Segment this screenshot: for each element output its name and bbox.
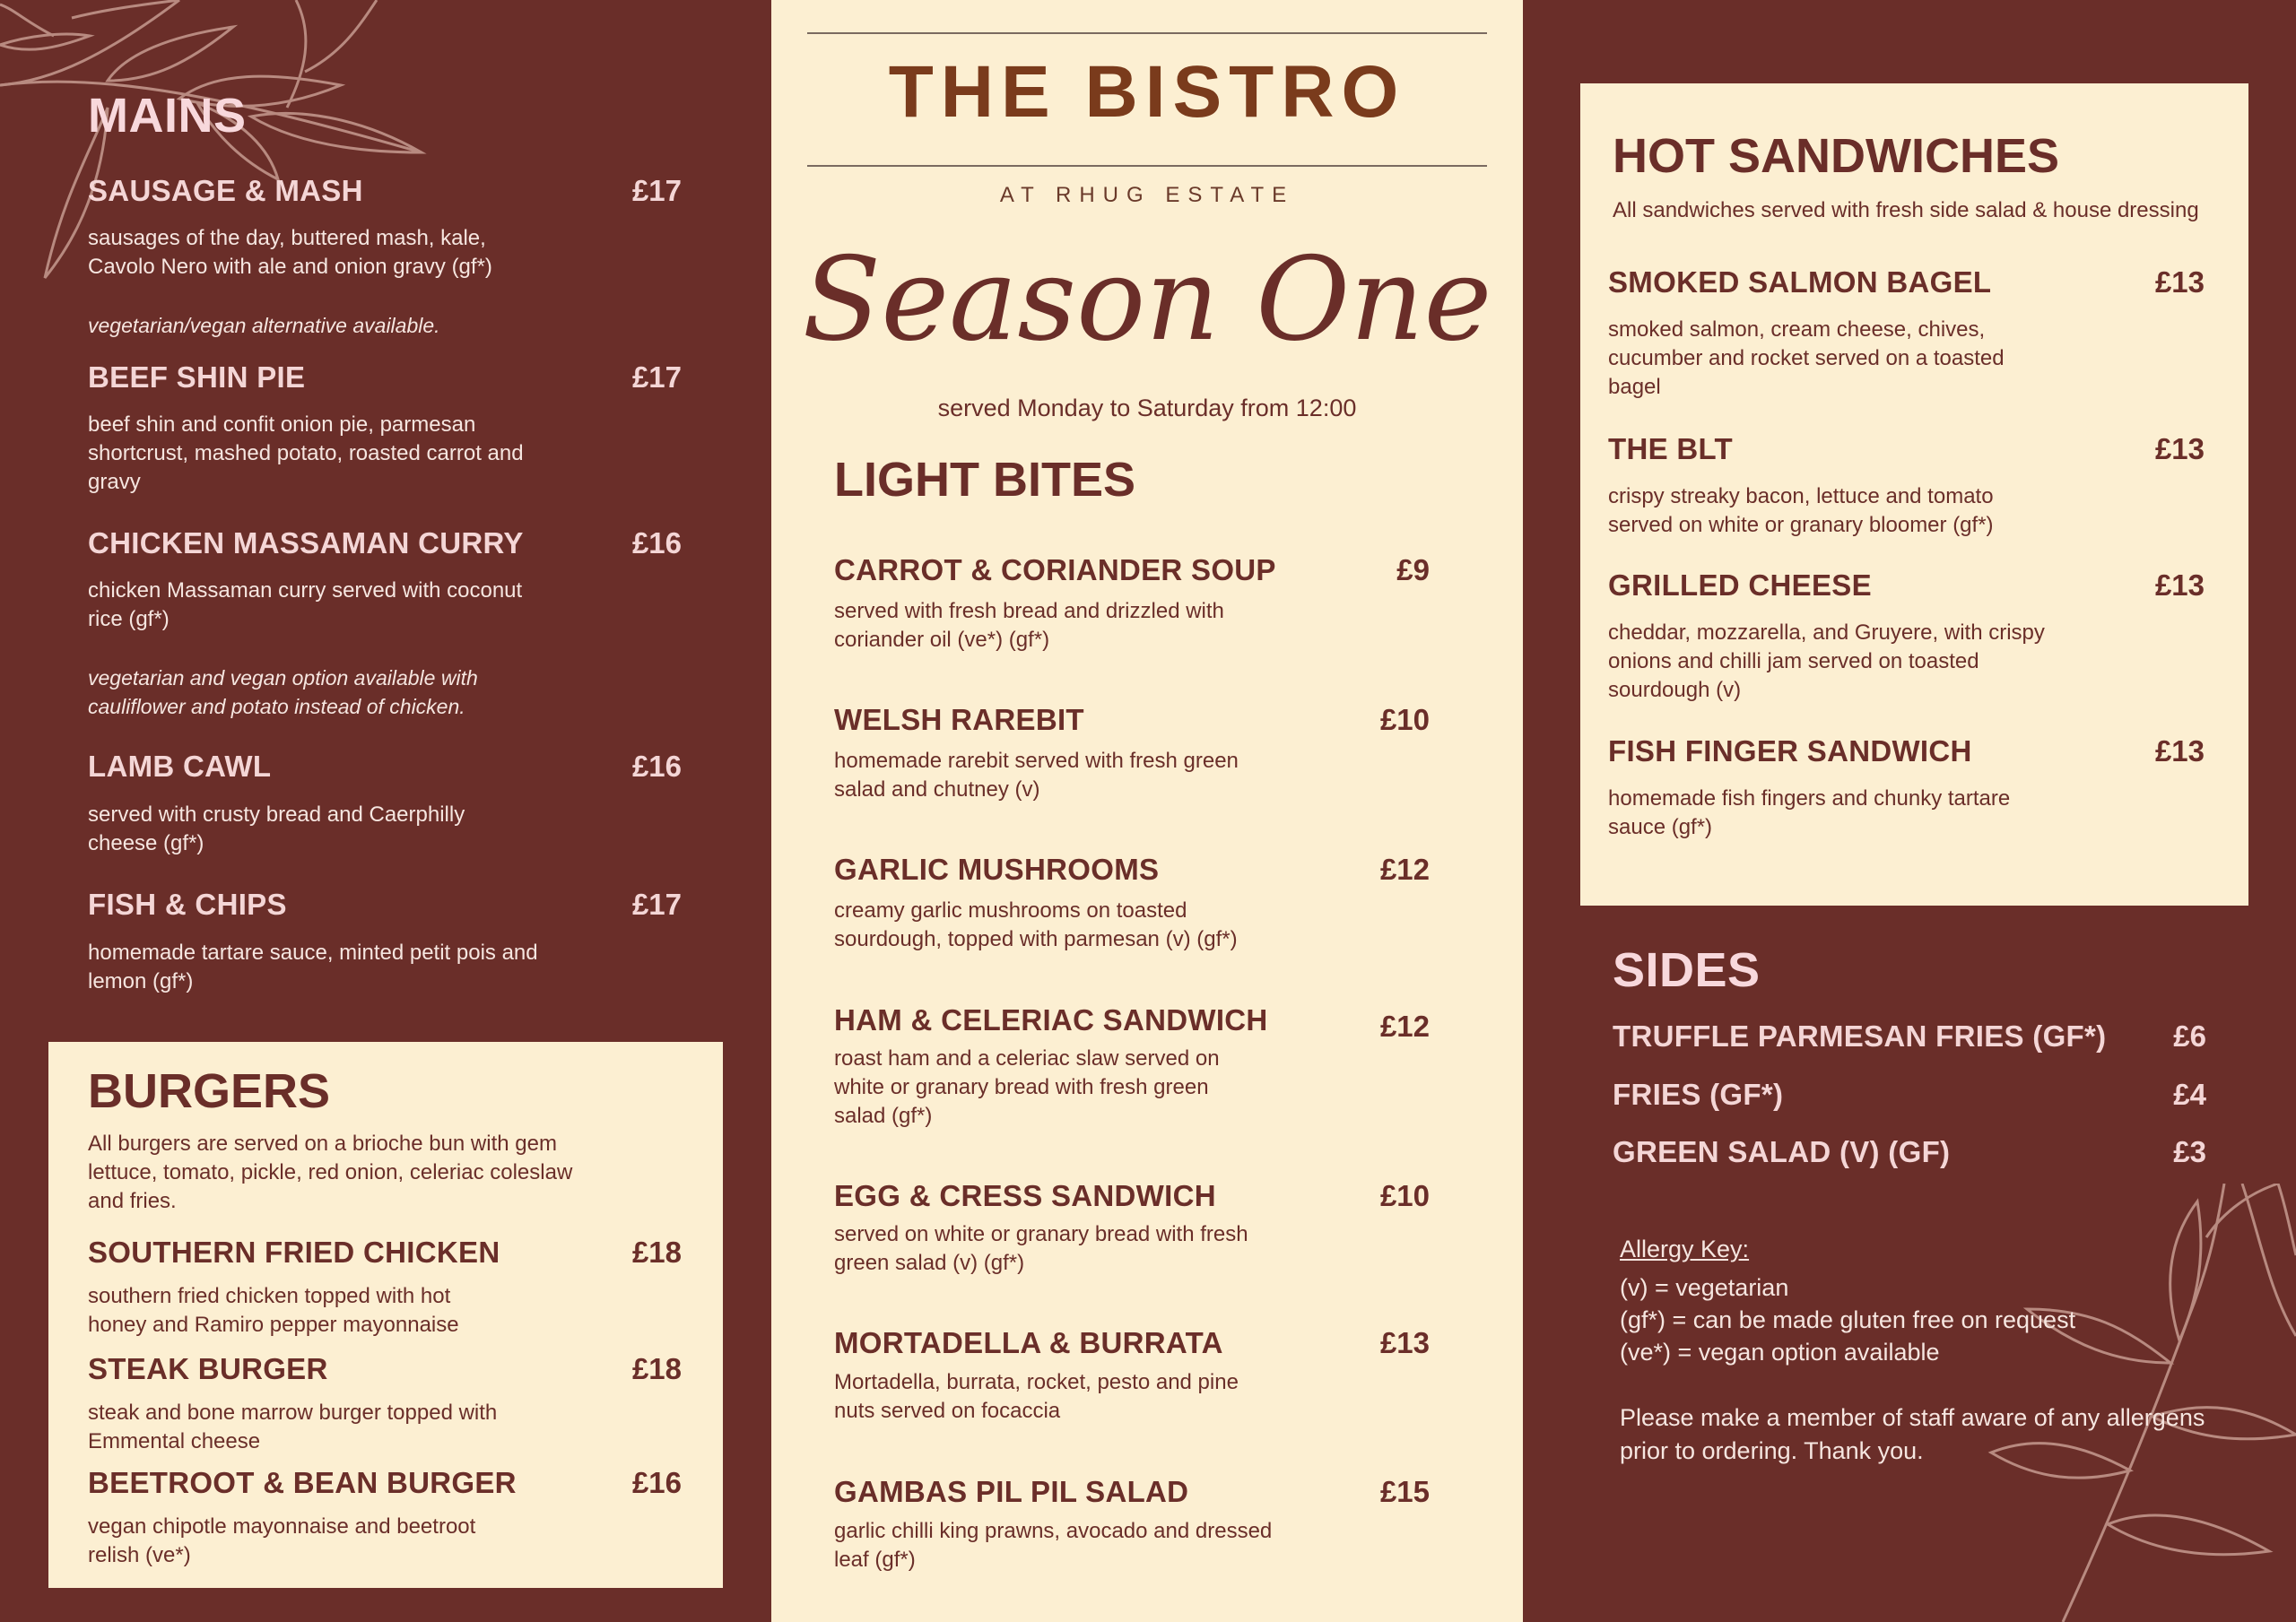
item-description: served on white or granary bread with fresh green salad (v) (gf*) xyxy=(834,1222,1248,1275)
item-price: £16 xyxy=(631,750,682,783)
allergy-key-heading: Allergy Key: xyxy=(1620,1236,1750,1262)
item-name: MORTADELLA & BURRATA xyxy=(834,1326,1223,1359)
season-script-title: Season One xyxy=(802,233,1492,367)
item-description: vegan chipotle mayonnaise and beetroot relish (ve*) xyxy=(88,1514,476,1567)
side-item-name: GREEN SALAD (V) (GF) xyxy=(1613,1135,1951,1168)
item-description: steak and bone marrow burger topped with Emmental cheese xyxy=(88,1401,498,1453)
item-name: WELSH RAREBIT xyxy=(834,703,1084,736)
item-price: £15 xyxy=(1379,1475,1430,1508)
item-price: £18 xyxy=(631,1236,682,1269)
item-price: £18 xyxy=(631,1352,682,1385)
hot-sandwiches-intro: All sandwiches served with fresh side salad & house dressing xyxy=(1613,198,2199,222)
header-rule-bottom xyxy=(807,165,1487,167)
side-item-name: TRUFFLE PARMESAN FRIES (GF*) xyxy=(1613,1019,2107,1053)
burgers-intro: All burgers are served on a brioche bun with gem lettuce, tomato, pickle, red onion, celeriac coleslaw and fries. xyxy=(88,1132,573,1213)
allergy-line: (v) = vegetarian xyxy=(1620,1274,1789,1301)
item-name: BEEF SHIN PIE xyxy=(88,360,306,394)
item-price: £16 xyxy=(631,526,682,559)
item-note: vegetarian and vegan option available with cauliflower and potato instead of chicken. xyxy=(88,666,478,718)
allergy-line: (gf*) = can be made gluten free on request xyxy=(1620,1306,2076,1333)
item-name: SMOKED SALMON BAGEL xyxy=(1608,265,1992,299)
item-price: £17 xyxy=(631,174,682,207)
item-description: southern fried chicken topped with hot honey and Ramiro pepper mayonnaise xyxy=(88,1284,459,1337)
item-description: crispy streaky bacon, lettuce and tomato served on white or granary bloomer (gf*) xyxy=(1608,484,1994,537)
item-description: served with crusty bread and Caerphilly cheese (gf*) xyxy=(88,802,465,855)
allergy-line: (ve*) = vegan option available xyxy=(1620,1339,1940,1366)
item-description: garlic chilli king prawns, avocado and dressed leaf (gf*) xyxy=(834,1519,1273,1572)
item-price: £17 xyxy=(631,360,682,394)
side-item-price: £4 xyxy=(2173,1078,2206,1111)
side-item-name: FRIES (GF*) xyxy=(1613,1078,1784,1111)
item-description: roast ham and a celeriac slaw served on white or granary bread with fresh green salad (gf*) xyxy=(834,1046,1220,1128)
item-name: STEAK BURGER xyxy=(88,1352,328,1385)
item-name: CHICKEN MASSAMAN CURRY xyxy=(88,526,524,559)
item-description: chicken Massaman curry served with coconut rice (gf*) xyxy=(88,578,523,631)
item-name: SOUTHERN FRIED CHICKEN xyxy=(88,1236,500,1269)
item-name: HAM & CELERIAC SANDWICH xyxy=(834,1003,1268,1037)
item-description: Mortadella, burrata, rocket, pesto and pine nuts served on focaccia xyxy=(834,1370,1239,1423)
item-name: FISH & CHIPS xyxy=(88,888,287,921)
item-note: vegetarian/vegan alternative available. xyxy=(88,314,440,337)
sides-title: SIDES xyxy=(1613,943,1761,997)
side-item-price: £6 xyxy=(2173,1019,2206,1053)
center-panel xyxy=(771,0,1523,1622)
item-price: £13 xyxy=(2154,432,2205,465)
item-name: GRILLED CHEESE xyxy=(1608,568,1872,602)
item-price: £12 xyxy=(1379,1010,1430,1043)
item-price: £9 xyxy=(1396,553,1430,586)
item-name: EGG & CRESS SANDWICH xyxy=(834,1179,1216,1212)
mains-title: MAINS xyxy=(88,89,247,143)
item-name: CARROT & CORIANDER SOUP xyxy=(834,553,1276,586)
item-description: homemade rarebit served with fresh green salad and chutney (v) xyxy=(834,749,1239,802)
item-price: £13 xyxy=(1379,1326,1430,1359)
item-description: smoked salmon, cream cheese, chives, cucumber and rocket served on a toasted bagel xyxy=(1608,317,2005,399)
item-description: beef shin and confit onion pie, parmesan shortcrust, mashed potato, roasted carrot and gravy xyxy=(88,412,524,494)
restaurant-title: THE BISTRO xyxy=(888,51,1406,133)
item-description: creamy garlic mushrooms on toasted sourdough, topped with parmesan (v) (gf*) xyxy=(834,898,1238,951)
item-name: BEETROOT & BEAN BURGER xyxy=(88,1466,517,1499)
restaurant-subtitle: AT RHUG ESTATE xyxy=(999,183,1295,207)
item-name: FISH FINGER SANDWICH xyxy=(1608,734,1972,768)
hot-sandwiches-card xyxy=(1580,83,2248,906)
item-name: THE BLT xyxy=(1608,432,1733,465)
burgers-title: BURGERS xyxy=(88,1064,331,1118)
item-name: SAUSAGE & MASH xyxy=(88,174,363,207)
burgers-card xyxy=(48,1042,723,1588)
item-price: £17 xyxy=(631,888,682,921)
item-price: £10 xyxy=(1379,703,1430,736)
item-price: £13 xyxy=(2154,734,2205,768)
item-description: served with fresh bread and drizzled with coriander oil (ve*) (gf*) xyxy=(834,599,1224,652)
item-price: £10 xyxy=(1379,1179,1430,1212)
item-name: LAMB CAWL xyxy=(88,750,272,783)
item-price: £12 xyxy=(1379,853,1430,886)
item-description: homemade fish fingers and chunky tartare sauce (gf*) xyxy=(1608,786,2011,839)
service-hours: served Monday to Saturday from 12:00 xyxy=(937,395,1357,421)
item-description: cheddar, mozzarella, and Gruyere, with crispy onions and chilli jam served on toasted sourdough (v) xyxy=(1608,620,2045,702)
item-price: £13 xyxy=(2154,265,2205,299)
item-price: £13 xyxy=(2154,568,2205,602)
allergy-notice: Please make a member of staff aware of any allergens prior to ordering. Thank you. xyxy=(1620,1404,2205,1464)
item-description: sausages of the day, buttered mash, kale, Cavolo Nero with ale and onion gravy (gf*) xyxy=(88,226,492,279)
item-name: GAMBAS PIL PIL SALAD xyxy=(834,1475,1189,1508)
item-description: homemade tartare sauce, minted petit pois and lemon (gf*) xyxy=(88,941,538,993)
header-rule-top xyxy=(807,32,1487,34)
light-bites-title: LIGHT BITES xyxy=(834,453,1135,507)
side-item-price: £3 xyxy=(2173,1135,2206,1168)
hot-sandwiches-title: HOT SANDWICHES xyxy=(1613,129,2059,183)
item-price: £16 xyxy=(631,1466,682,1499)
item-name: GARLIC MUSHROOMS xyxy=(834,853,1160,886)
